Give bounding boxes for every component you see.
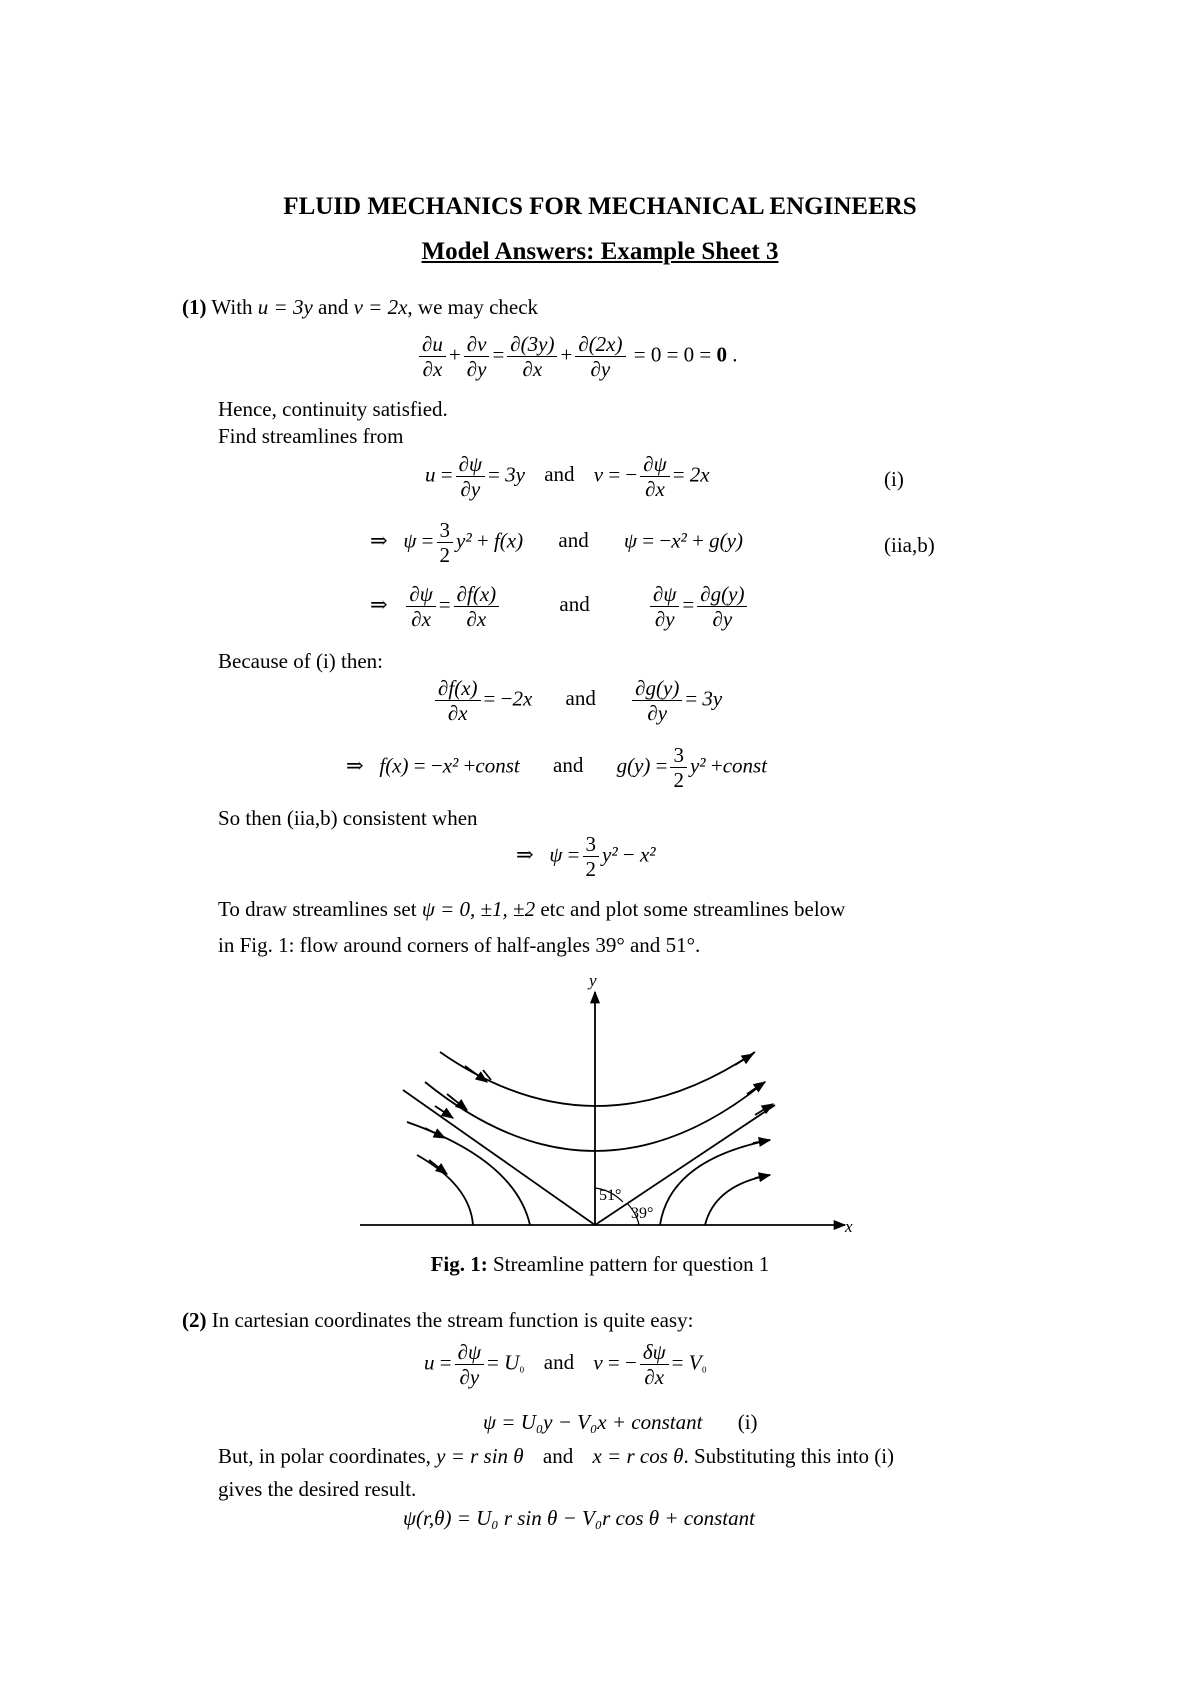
separatrix-left [403,1090,595,1225]
continuity-equation: $\frac{\partial u}{\partial x}$ + $\frac{\partial v}{\partial y}$ = $\frac{\partial(3y)}{\partial x}$ + $\frac{\partial(2x)}{\partial y}$ = 0 = 0 = 0 . [416,332,738,381]
figure-caption: Fig. 1: Streamline pattern for question 1 [430,1252,770,1276]
streamline-corner-right-upper [660,1140,770,1225]
so-then-line: So then (iia,b) consistent when [218,806,478,830]
streamline-corner-left-lower [417,1155,473,1225]
streamline-upper [440,1052,755,1106]
function-derivative-equations: $\frac{\partial f(x)}{\partial x}$ = −2x and $\frac{\partial g(y)}{\partial y}$ = 3y [432,676,722,725]
final-psi-q1: ⇒ ψ = $\frac{3}{2}$ y² − x² [516,832,656,881]
angle-label-39: 39° [631,1205,654,1222]
q2-polar-line: But, in polar coordinates, y = r sin θ and x = r cos θ. Substituting this into (i) [218,1444,895,1468]
streamline-corner-left-upper [407,1122,530,1225]
equation-tag-iiab: (iia,b) [884,533,935,557]
find-streamlines-line: Find streamlines from [218,424,404,448]
document-title: FLUID MECHANICS FOR MECHANICAL ENGINEERS [283,193,917,220]
x-axis-label: x [845,1217,853,1236]
streamline-figure [355,970,855,1240]
q1-intro-line: (1) With u = 3y and v = 2x, we may check [182,295,539,319]
separatrix-right [595,1105,775,1225]
equation-tag-i: (i) [884,467,904,491]
because-line: Because of (i) then: [218,649,384,673]
angle-label-51: 51° [599,1187,622,1204]
document-subtitle: Model Answers: Example Sheet 3 [421,238,779,265]
figure-reference-line: in Fig. 1: flow around corners of half-angles 39° and 51°. [218,933,701,957]
q1-number: (1) [182,295,207,319]
integrated-psi-equations: ⇒ ψ = $\frac{3}{2}$ y² + f(x) and ψ = −x² + g(y) [370,518,743,567]
y-axis-label: y [589,971,597,990]
q2-gives-line: gives the desired result. [218,1477,417,1501]
draw-streamlines-line: To draw streamlines set ψ = 0, ±1, ±2 etc and plot some streamlines below [218,897,846,921]
q2-number: (2) [182,1308,207,1332]
partial-derivative-equations: ⇒ $\frac{\partial\psi}{\partial x}$ = $\frac{\partial f(x)}{\partial x}$ and $\frac{\partial\psi}{\partial y}$ = $\frac{\partial g(y)}{\partial y}$ [370,582,750,631]
function-solutions: ⇒ f(x) = −x² +const and g(y) = $\frac{3}{2}$ y² +const [346,743,768,792]
velocity-stream-relation: u = $\frac{\partial\psi}{\partial y}$ = 3y and v = − $\frac{\partial\psi}{\partial x}$ = 2x [425,452,710,501]
streamline-corner-right-lower [705,1175,770,1225]
q2-intro-line: (2) In cartesian coordinates the stream function is quite easy: [182,1308,694,1332]
hence-line: Hence, continuity satisfied. [218,397,448,421]
q2-final-result: ψ(r,θ) = U₀ r sin θ − V₀r cos θ + constant [403,1506,755,1530]
q2-velocity-relation: u = $\frac{\partial\psi}{\partial y}$ = U₀ and v = − $\frac{\delta\psi}{\partial x}$ = V₀ [424,1340,707,1389]
q2-psi-cartesian: ψ = U₀y − V₀x + constant (i) [483,1410,758,1434]
